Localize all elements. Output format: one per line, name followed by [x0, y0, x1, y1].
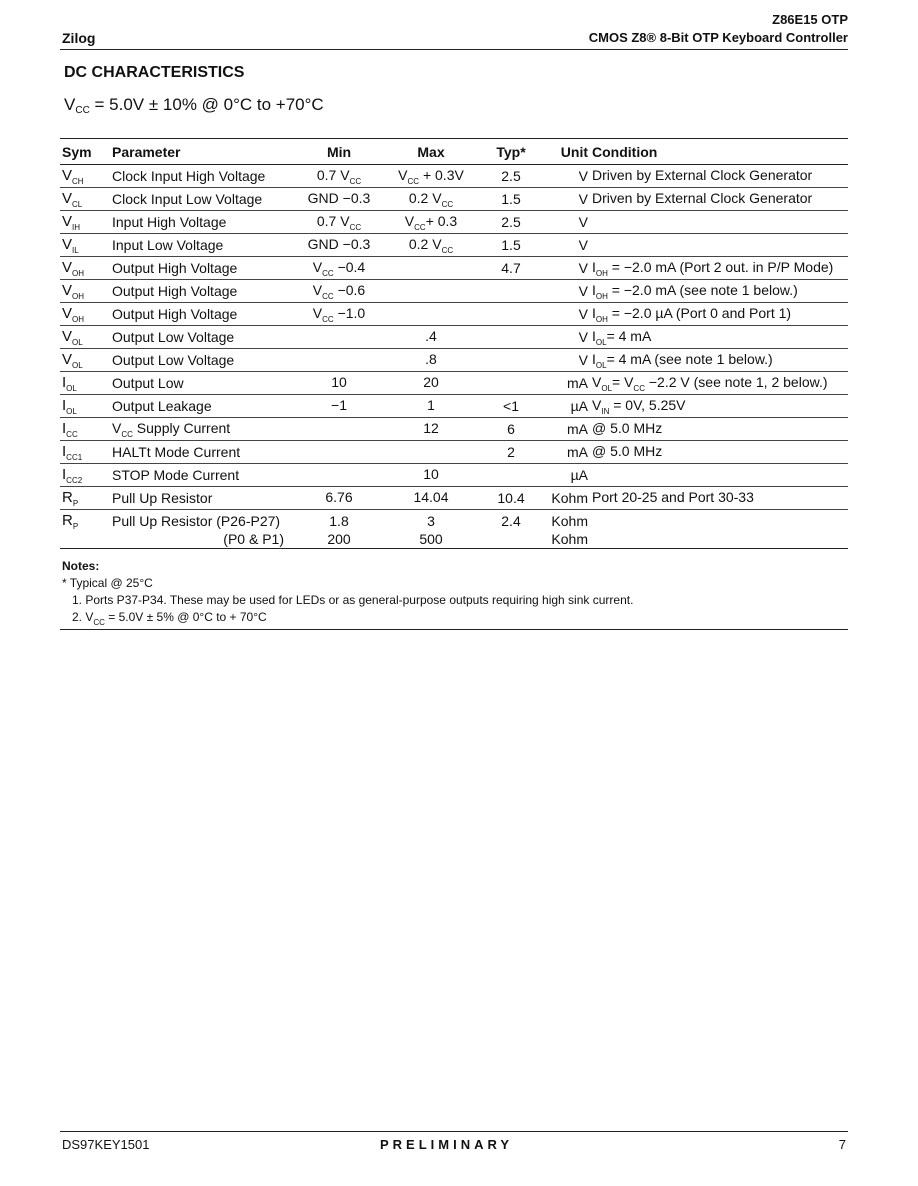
note-typical: * Typical @ 25°C: [62, 576, 153, 590]
cell-unit: V: [542, 234, 590, 257]
cell-typ: 2.4: [480, 510, 542, 549]
table-row: [60, 326, 848, 349]
col-parameter: Parameter: [110, 139, 296, 165]
cell-typ: 2.5: [480, 165, 542, 188]
cell-max: [382, 257, 480, 280]
table-row: [60, 395, 848, 418]
table-row: [60, 257, 848, 280]
cell-unit: mA: [542, 372, 590, 395]
cell-condition: @ 5.0 MHz: [590, 418, 848, 441]
cell-parameter: Output Low: [110, 372, 296, 395]
cell-sym: $R_P$: [60, 510, 110, 549]
cell-unit: mA: [542, 418, 590, 441]
cell-min: GND −0.3: [296, 188, 382, 211]
table-header-row: [60, 139, 848, 165]
notes-rule: [60, 629, 848, 630]
table-row: [60, 418, 848, 441]
cell-min: [296, 464, 382, 487]
cell-max: 1: [382, 395, 480, 418]
cell-typ: <1: [480, 395, 542, 418]
cell-sym: $V_{CL}$: [60, 188, 110, 211]
cell-sym: $V_{OL}$: [60, 326, 110, 349]
cell-max: [382, 280, 480, 303]
cell-condition: [590, 510, 848, 549]
notes: [62, 558, 852, 631]
cell-parameter: Clock Input High Voltage: [110, 165, 296, 188]
cell-typ: 4.7: [480, 257, 542, 280]
cell-min: GND −0.3: [296, 234, 382, 257]
col-min: Min: [296, 139, 382, 165]
table-row: [60, 464, 848, 487]
cell-max: .4: [382, 326, 480, 349]
dc-characteristics-table: [60, 138, 848, 549]
cell-min: 0.7 $V_{CC}$: [296, 211, 382, 234]
cell-sym: $V_{IH}$: [60, 211, 110, 234]
table-row: [60, 234, 848, 257]
operating-conditions: $V_{CC} = 5.0V \pm 10\%$ @ 0°C to +70°C: [64, 95, 324, 116]
cell-condition: Port 20-25 and Port 30-33: [590, 487, 848, 510]
col-condition: Condition: [590, 139, 848, 165]
cell-min: [296, 349, 382, 372]
cell-unit: V: [542, 326, 590, 349]
cell-min: $V_{CC} -0.4$: [296, 257, 382, 280]
cell-parameter: Input Low Voltage: [110, 234, 296, 257]
cell-min: $V_{CC} -0.6$: [296, 280, 382, 303]
cell-parameter: Output High Voltage: [110, 257, 296, 280]
cell-max: [382, 303, 480, 326]
cell-min: 1.8 200: [296, 510, 382, 549]
cell-max: 10: [382, 464, 480, 487]
table-row: [60, 211, 848, 234]
cell-unit: V: [542, 303, 590, 326]
col-unit: Unit: [542, 139, 590, 165]
cell-unit: µA: [542, 464, 590, 487]
cell-min: [296, 441, 382, 464]
cell-max: $V_{CC} + 0.3V$: [382, 165, 480, 188]
cell-sym: $I_{CC2}$: [60, 464, 110, 487]
cell-parameter: Input High Voltage: [110, 211, 296, 234]
cell-typ: [480, 326, 542, 349]
document-number: DS97KEY1501: [62, 1137, 150, 1152]
table-row: [60, 165, 848, 188]
cell-sym: $V_{CH}$: [60, 165, 110, 188]
cell-parameter: HALTt Mode Current: [110, 441, 296, 464]
cell-typ: 6: [480, 418, 542, 441]
cell-typ: [480, 464, 542, 487]
cell-sym: $V_{OL}$: [60, 349, 110, 372]
cell-typ: 10.4: [480, 487, 542, 510]
table-row: [60, 349, 848, 372]
cell-unit: mA: [542, 441, 590, 464]
brand-logo: Zilog: [62, 30, 96, 46]
cell-condition: $I_{OH} = -2.0$ µA (Port 0 and Port 1): [590, 303, 848, 326]
cell-unit: µA: [542, 395, 590, 418]
cell-condition: $I_{OL}= 4$ mA (see note 1 below.): [590, 349, 848, 372]
cell-min: 10: [296, 372, 382, 395]
table-row: [60, 280, 848, 303]
cell-max: $V_{CC}+ 0.3$: [382, 211, 480, 234]
table-row: [60, 441, 848, 464]
cell-typ: [480, 280, 542, 303]
cell-typ: 1.5: [480, 188, 542, 211]
cell-max: 3 500: [382, 510, 480, 549]
cell-parameter: Pull Up Resistor: [110, 487, 296, 510]
cell-sym: $I_{CC1}$: [60, 441, 110, 464]
cell-parameter: Output High Voltage: [110, 280, 296, 303]
cell-condition: $I_{OL}= 4$ mA: [590, 326, 848, 349]
cell-max: [382, 441, 480, 464]
cell-condition: Driven by External Clock Generator: [590, 188, 848, 211]
cell-parameter: Output High Voltage: [110, 303, 296, 326]
cell-parameter: Output Low Voltage: [110, 349, 296, 372]
table-row: [60, 487, 848, 510]
cell-parameter: Output Leakage: [110, 395, 296, 418]
cell-unit: V: [542, 257, 590, 280]
cell-sym: $V_{OH}$: [60, 257, 110, 280]
cell-typ: 2.5: [480, 211, 542, 234]
table-row: [60, 510, 848, 549]
table-row: [60, 188, 848, 211]
cell-condition: [590, 234, 848, 257]
cell-parameter: STOP Mode Current: [110, 464, 296, 487]
table-row: [60, 372, 848, 395]
cell-unit: V: [542, 188, 590, 211]
cell-typ: 1.5: [480, 234, 542, 257]
note-2: 2. $V_{CC} = 5.0V \pm 5\%$ @ 0°C to + 70°C: [72, 610, 267, 627]
cell-condition: Driven by External Clock Generator: [590, 165, 848, 188]
cell-max: 14.04: [382, 487, 480, 510]
cell-sym: $R_P$: [60, 487, 110, 510]
header-title: [589, 11, 848, 47]
cell-condition: [590, 211, 848, 234]
cell-unit: V: [542, 280, 590, 303]
section-title: DC CHARACTERISTICS: [64, 64, 245, 81]
cell-min: $V_{CC} -1.0$: [296, 303, 382, 326]
cell-condition: $I_{OH} = -2.0$ mA (see note 1 below.): [590, 280, 848, 303]
cell-max: 0.2 $V_{CC}$: [382, 188, 480, 211]
cell-sym: $I_{OL}$: [60, 395, 110, 418]
cell-unit: Kohm: [542, 487, 590, 510]
cell-parameter: Pull Up Resistor (P26-P27) (P0 & P1): [110, 510, 296, 549]
header-rule: [60, 49, 848, 50]
col-typ: Typ*: [480, 139, 542, 165]
cell-unit: V: [542, 211, 590, 234]
cell-sym: $V_{IL}$: [60, 234, 110, 257]
cell-typ: [480, 349, 542, 372]
notes-heading: Notes:: [62, 559, 100, 573]
cell-min: 6.76: [296, 487, 382, 510]
cell-sym: $I_{OL}$: [60, 372, 110, 395]
col-sym: Sym: [60, 139, 110, 165]
cell-parameter: Clock Input Low Voltage: [110, 188, 296, 211]
note-1: 1. Ports P37-P34. These may be used for LEDs or as general-purpose outputs requiring high sink current.: [72, 593, 634, 607]
cell-unit: V: [542, 349, 590, 372]
cell-parameter: Output Low Voltage: [110, 326, 296, 349]
cell-unit: V: [542, 165, 590, 188]
cell-sym: $I_{CC}$: [60, 418, 110, 441]
cell-max: 0.2 $V_{CC}$: [382, 234, 480, 257]
col-max: Max: [382, 139, 480, 165]
document-subtitle: CMOS Z8® 8-Bit OTP Keyboard Controller: [588, 30, 848, 45]
cell-max: .8: [382, 349, 480, 372]
cell-min: −1: [296, 395, 382, 418]
cell-sym: $V_{OH}$: [60, 303, 110, 326]
preliminary-label: PRELIMINARY: [380, 1137, 514, 1152]
cell-condition: [590, 464, 848, 487]
table-row: [60, 303, 848, 326]
cell-unit: Kohm Kohm: [542, 510, 590, 549]
cell-max: 20: [382, 372, 480, 395]
cell-typ: [480, 303, 542, 326]
cell-condition: $V_{IN} = 0V$, 5.25V: [590, 395, 848, 418]
part-number: Z86E15 OTP: [772, 12, 848, 27]
cell-min: [296, 326, 382, 349]
cell-parameter: $V_{CC}$ Supply Current: [110, 418, 296, 441]
cell-typ: 2: [480, 441, 542, 464]
cell-min: 0.7 $V_{CC}$: [296, 165, 382, 188]
footer-rule: [60, 1131, 848, 1132]
cell-max: 12: [382, 418, 480, 441]
cell-condition: $V_{OL}= V_{CC} -2.2$ V (see note 1, 2 below.): [590, 372, 848, 395]
cell-condition: $I_{OH} = -2.0$ mA (Port 2 out. in P/P Mode): [590, 257, 848, 280]
cell-typ: [480, 372, 542, 395]
cell-min: [296, 418, 382, 441]
page-number: 7: [838, 1137, 846, 1152]
cell-sym: $V_{OH}$: [60, 280, 110, 303]
cell-condition: @ 5.0 MHz: [590, 441, 848, 464]
